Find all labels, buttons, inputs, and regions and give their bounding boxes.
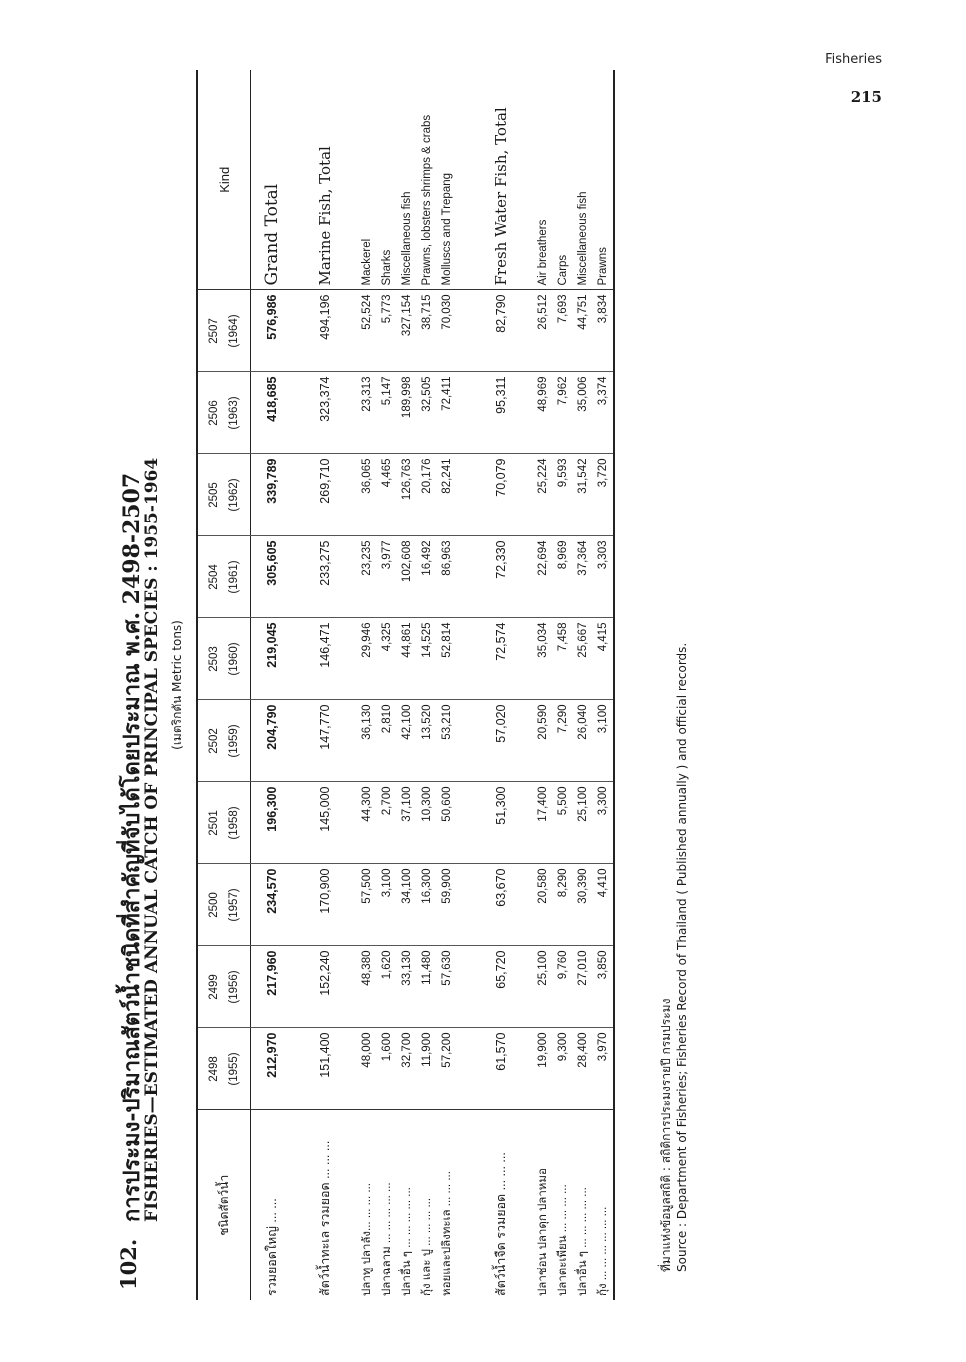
table-row-molluscs — [437, 70, 457, 1300]
spacer-cell — [341, 782, 357, 864]
spacer-cell — [457, 782, 485, 864]
value-cell: 16,492 — [417, 536, 437, 618]
spacer-row — [517, 70, 533, 1300]
value-cell: 16,300 — [417, 864, 437, 946]
value-cell: 35,006 — [573, 372, 593, 454]
row-label-english: Marine Fish, Total — [309, 70, 341, 290]
value-cell: 219,045 — [251, 618, 294, 700]
value-cell: 51,300 — [485, 782, 517, 864]
value-cell: 2,700 — [377, 782, 397, 864]
value-cell: 7,962 — [553, 372, 573, 454]
row-label-english: Fresh Water Fish, Total — [485, 70, 517, 290]
value-cell: 494,196 — [309, 290, 341, 372]
spacer-cell — [341, 290, 357, 372]
value-cell: 44,861 — [397, 618, 417, 700]
year-header: 2504 (1961) — [197, 536, 251, 618]
spacer-cell — [293, 454, 309, 536]
title-thai: การประมง-ปริมาณสัตว์น้ำชนิดที่สำคัญที่จับได้โดยประมาณ พ.ศ. 2498-2507 — [119, 472, 145, 1222]
value-cell: 95,311 — [485, 372, 517, 454]
page-number: 215 — [850, 88, 882, 106]
value-cell: 147,770 — [309, 700, 341, 782]
value-cell: 3,720 — [593, 454, 614, 536]
value-cell: 25,100 — [573, 782, 593, 864]
value-cell: 65,720 — [485, 946, 517, 1028]
year-header: 2507 (1964) — [197, 290, 251, 372]
row-label-english: Carps — [553, 70, 573, 290]
spacer-cell — [517, 454, 533, 536]
row-label-thai: ปลาตะเพียน ... ... ... ... — [553, 1110, 573, 1300]
value-cell: 29,946 — [357, 618, 377, 700]
spacer-cell — [293, 864, 309, 946]
value-cell: 72,330 — [485, 536, 517, 618]
value-cell: 212,970 — [251, 1028, 294, 1110]
value-cell: 26,512 — [533, 290, 553, 372]
spacer-cell — [517, 864, 533, 946]
spacer-cell — [293, 618, 309, 700]
spacer-cell — [517, 946, 533, 1028]
value-cell: 8,290 — [553, 864, 573, 946]
year-header: 2500 (1957) — [197, 864, 251, 946]
spacer-cell — [457, 864, 485, 946]
value-cell: 35,034 — [533, 618, 553, 700]
value-cell: 13,520 — [417, 700, 437, 782]
spacer-cell — [517, 1110, 533, 1300]
catch-table — [196, 70, 615, 1300]
value-cell: 61,570 — [485, 1028, 517, 1110]
value-cell: 57,630 — [437, 946, 457, 1028]
value-cell: 305,605 — [251, 536, 294, 618]
value-cell: 8,969 — [553, 536, 573, 618]
year-header: 2498 (1955) — [197, 1028, 251, 1110]
value-cell: 52,524 — [357, 290, 377, 372]
value-cell: 4,415 — [593, 618, 614, 700]
value-cell: 20,580 — [533, 864, 553, 946]
row-label-thai: สัตว์น้ำทะเล รวมยอด ... ... ... — [309, 1110, 341, 1300]
row-label-thai: กุ้ง ... ... ... ... ... ... — [593, 1110, 614, 1300]
spacer-cell — [457, 1028, 485, 1110]
value-cell: 5,147 — [377, 372, 397, 454]
table-row-air-breathers — [533, 70, 553, 1300]
spacer-cell — [293, 700, 309, 782]
row-label-thai: ปลาช่อน ปลาดุก ปลาหมอ — [533, 1110, 553, 1300]
spacer-cell — [517, 618, 533, 700]
row-label-thai: ปลาฉลาม ... ... ... ... ... — [377, 1110, 397, 1300]
spacer-cell — [457, 946, 485, 1028]
value-cell: 5,500 — [553, 782, 573, 864]
value-cell: 7,290 — [553, 700, 573, 782]
value-cell: 57,020 — [485, 700, 517, 782]
value-cell: 70,079 — [485, 454, 517, 536]
value-cell: 28,400 — [573, 1028, 593, 1110]
value-cell: 10,300 — [417, 782, 437, 864]
value-cell: 25,224 — [533, 454, 553, 536]
unit-label: (เมตริกตัน Metric tons) — [170, 620, 184, 750]
spacer-cell — [341, 1028, 357, 1110]
value-cell: 3,977 — [377, 536, 397, 618]
value-cell: 82,241 — [437, 454, 457, 536]
row-label-thai: ปลาอื่น ๆ ... ... ... ... ... — [573, 1110, 593, 1300]
spacer-cell — [341, 700, 357, 782]
value-cell: 20,176 — [417, 454, 437, 536]
row-label-english: Grand Total — [251, 70, 294, 290]
value-cell: 233,275 — [309, 536, 341, 618]
value-cell: 151,400 — [309, 1028, 341, 1110]
value-cell: 126,763 — [397, 454, 417, 536]
value-cell: 82,790 — [485, 290, 517, 372]
value-cell: 145,000 — [309, 782, 341, 864]
value-cell: 34,100 — [397, 864, 417, 946]
row-label-english: Miscellaneous fish — [397, 70, 417, 290]
row-label-english: Prawns — [593, 70, 614, 290]
spacer-cell — [457, 290, 485, 372]
spacer-cell — [341, 946, 357, 1028]
spacer-cell — [293, 782, 309, 864]
value-cell: 25,100 — [533, 946, 553, 1028]
value-cell: 146,471 — [309, 618, 341, 700]
row-label-thai: รวมยอดใหญ่ ... ... — [251, 1110, 294, 1300]
value-cell: 3,970 — [593, 1028, 614, 1110]
value-cell: 3,374 — [593, 372, 614, 454]
row-label-thai: ปลาทู ปลาลัง... ... ... ... — [357, 1110, 377, 1300]
row-label-english: Mackerel — [357, 70, 377, 290]
spacer-cell — [517, 70, 533, 290]
kind-english-header: Kind — [197, 70, 251, 290]
table-body — [251, 70, 615, 1300]
spacer-cell — [457, 536, 485, 618]
spacer-cell — [517, 372, 533, 454]
value-cell: 204,790 — [251, 700, 294, 782]
value-cell: 9,300 — [553, 1028, 573, 1110]
spacer-cell — [293, 1110, 309, 1300]
value-cell: 3,303 — [593, 536, 614, 618]
value-cell: 44,751 — [573, 290, 593, 372]
spacer-cell — [293, 946, 309, 1028]
spacer-cell — [457, 1110, 485, 1300]
value-cell: 7,458 — [553, 618, 573, 700]
year-header: 2506 (1963) — [197, 372, 251, 454]
spacer-cell — [457, 70, 485, 290]
row-label-english: Miscellaneous fish — [573, 70, 593, 290]
spacer-cell — [457, 372, 485, 454]
table-row-sharks — [377, 70, 397, 1300]
table-row-prawns — [593, 70, 614, 1300]
value-cell: 3,834 — [593, 290, 614, 372]
value-cell: 217,960 — [251, 946, 294, 1028]
value-cell: 323,374 — [309, 372, 341, 454]
spacer-cell — [293, 70, 309, 290]
table-row-prawns-lobsters — [417, 70, 437, 1300]
kind-thai-header: ชนิดสัตว์น้ำ — [197, 1110, 251, 1300]
table-row-marine-misc — [397, 70, 417, 1300]
value-cell: 17,400 — [533, 782, 553, 864]
value-cell: 44,300 — [357, 782, 377, 864]
value-cell: 32,700 — [397, 1028, 417, 1110]
table-row-mackerel — [357, 70, 377, 1300]
spacer-cell — [341, 536, 357, 618]
value-cell: 327,154 — [397, 290, 417, 372]
row-label-thai: ปลาอื่น ๆ ... ... ... ... ... — [397, 1110, 417, 1300]
value-cell: 170,900 — [309, 864, 341, 946]
value-cell: 50,600 — [437, 782, 457, 864]
value-cell: 3,850 — [593, 946, 614, 1028]
value-cell: 2,810 — [377, 700, 397, 782]
value-cell: 33,130 — [397, 946, 417, 1028]
value-cell: 269,710 — [309, 454, 341, 536]
value-cell: 37,100 — [397, 782, 417, 864]
year-header: 2502 (1959) — [197, 700, 251, 782]
value-cell: 4,465 — [377, 454, 397, 536]
value-cell: 189,998 — [397, 372, 417, 454]
value-cell: 9,593 — [553, 454, 573, 536]
value-cell: 42,100 — [397, 700, 417, 782]
value-cell: 27,010 — [573, 946, 593, 1028]
spacer-cell — [457, 454, 485, 536]
running-header-section: Fisheries — [825, 52, 882, 67]
value-cell: 32,505 — [417, 372, 437, 454]
spacer-cell — [293, 536, 309, 618]
spacer-cell — [517, 1028, 533, 1110]
value-cell: 86,963 — [437, 536, 457, 618]
value-cell: 102,608 — [397, 536, 417, 618]
value-cell: 19,900 — [533, 1028, 553, 1110]
spacer-cell — [293, 290, 309, 372]
value-cell: 3,100 — [593, 700, 614, 782]
value-cell: 72,411 — [437, 372, 457, 454]
spacer-cell — [517, 536, 533, 618]
value-cell: 48,380 — [357, 946, 377, 1028]
source-thai: ที่มาแห่งข้อมูลสถิติ : สถิติการประมงรายปี กรมประมง — [659, 998, 673, 1272]
spacer-cell — [341, 618, 357, 700]
row-label-english: Prawns, lobsters shrimps & crabs — [417, 70, 437, 290]
value-cell: 418,685 — [251, 372, 294, 454]
spacer-cell — [517, 290, 533, 372]
year-header: 2503 (1960) — [197, 618, 251, 700]
value-cell: 7,693 — [553, 290, 573, 372]
value-cell: 3,300 — [593, 782, 614, 864]
title-block — [110, 70, 170, 1300]
value-cell: 31,542 — [573, 454, 593, 536]
value-cell: 59,900 — [437, 864, 457, 946]
value-cell: 30,390 — [573, 864, 593, 946]
value-cell: 9,760 — [553, 946, 573, 1028]
spacer-cell — [293, 372, 309, 454]
year-header: 2501 (1958) — [197, 782, 251, 864]
spacer-cell — [341, 70, 357, 290]
value-cell: 576,986 — [251, 290, 294, 372]
year-header: 2505 (1962) — [197, 454, 251, 536]
value-cell: 37,364 — [573, 536, 593, 618]
source-english: Source : Department of Fisheries; Fisheries Record of Thailand ( Published annually ) and official records. — [675, 642, 689, 1272]
value-cell: 57,200 — [437, 1028, 457, 1110]
value-cell: 36,065 — [357, 454, 377, 536]
header-row — [197, 70, 251, 1300]
spacer-row — [457, 70, 485, 1300]
year-header: 2499 (1956) — [197, 946, 251, 1028]
title-english: FISHERIES—ESTIMATED ANNUAL CATCH OF PRINCIPAL SPECIES : 1955-1964 — [142, 457, 162, 1222]
value-cell: 57,500 — [357, 864, 377, 946]
value-cell: 152,240 — [309, 946, 341, 1028]
spacer-cell — [341, 1110, 357, 1300]
value-cell: 3,100 — [377, 864, 397, 946]
spacer-cell — [293, 1028, 309, 1110]
value-cell: 234,570 — [251, 864, 294, 946]
spacer-cell — [341, 372, 357, 454]
value-cell: 196,300 — [251, 782, 294, 864]
row-label-thai: หอยและปลิงทะเล ... ... ... — [437, 1110, 457, 1300]
value-cell: 23,235 — [357, 536, 377, 618]
value-cell: 5,773 — [377, 290, 397, 372]
value-cell: 52,814 — [437, 618, 457, 700]
rotated-table-block — [110, 70, 810, 1300]
value-cell: 11,900 — [417, 1028, 437, 1110]
row-label-english: Sharks — [377, 70, 397, 290]
spacer-row — [293, 70, 309, 1300]
table-number: 102. — [116, 1238, 141, 1290]
value-cell: 72,574 — [485, 618, 517, 700]
value-cell: 4,325 — [377, 618, 397, 700]
source-notes — [658, 643, 690, 1272]
value-cell: 26,040 — [573, 700, 593, 782]
row-label-thai: สัตว์น้ำจืด รวมยอด ... ... ... — [485, 1110, 517, 1300]
row-label-thai: กุ้ง และ ปู ... ... ... ... — [417, 1110, 437, 1300]
table-row-grand-total — [251, 70, 294, 1300]
table-row-carps — [553, 70, 573, 1300]
table-row-fresh-total — [485, 70, 517, 1300]
row-label-english: Air breathers — [533, 70, 553, 290]
table-row-marine-total — [309, 70, 341, 1300]
spacer-cell — [341, 454, 357, 536]
spacer-row — [341, 70, 357, 1300]
spacer-cell — [517, 782, 533, 864]
value-cell: 20,590 — [533, 700, 553, 782]
spacer-cell — [517, 700, 533, 782]
value-cell: 25,667 — [573, 618, 593, 700]
spacer-cell — [457, 618, 485, 700]
spacer-cell — [341, 864, 357, 946]
value-cell: 11,480 — [417, 946, 437, 1028]
value-cell: 38,715 — [417, 290, 437, 372]
value-cell: 339,789 — [251, 454, 294, 536]
value-cell: 4,410 — [593, 864, 614, 946]
value-cell: 1,600 — [377, 1028, 397, 1110]
value-cell: 63,670 — [485, 864, 517, 946]
value-cell: 48,969 — [533, 372, 553, 454]
row-label-english: Molluscs and Trepang — [437, 70, 457, 290]
value-cell: 22,694 — [533, 536, 553, 618]
value-cell: 70,030 — [437, 290, 457, 372]
spacer-cell — [457, 700, 485, 782]
value-cell: 1,620 — [377, 946, 397, 1028]
table-row-fresh-misc — [573, 70, 593, 1300]
value-cell: 36,130 — [357, 700, 377, 782]
value-cell: 53,210 — [437, 700, 457, 782]
value-cell: 48,000 — [357, 1028, 377, 1110]
value-cell: 23,313 — [357, 372, 377, 454]
value-cell: 14,525 — [417, 618, 437, 700]
